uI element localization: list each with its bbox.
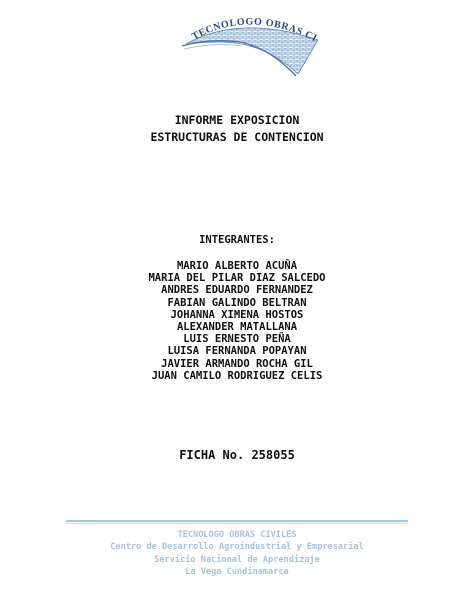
title-line-1: INFORME EXPOSICION <box>174 113 300 127</box>
document-title <box>0 112 474 146</box>
member-name: MARIO ALBERTO ACUÑA <box>176 260 298 272</box>
arched-brick-wall-logo <box>180 12 320 80</box>
member-name: ALEXANDER MATALLANA <box>176 321 298 334</box>
member-name: ANDRES EDUARDO FERNANDEZ <box>161 284 313 297</box>
footer-divider-thin <box>66 523 408 524</box>
members-section <box>0 233 474 382</box>
members-heading: INTEGRANTES: <box>199 234 275 246</box>
member-name: JUAN CAMILO RODRIGUEZ CELIS <box>151 369 323 382</box>
member-name: JAVIER ARMANDO ROCHA GIL <box>161 357 313 370</box>
ficha-number: FICHA No. 258055 <box>179 448 295 462</box>
logo-text: TECNOLOGO OBRAS CI <box>190 16 320 45</box>
footer-line-2: Centro de Desarrollo Agroindustrial y Empresarial <box>110 542 364 553</box>
footer-line-1: TECNOLOGO OBRAS CIVILES <box>177 530 297 540</box>
footer-divider <box>66 520 408 522</box>
footer-line-4: La Vega Cundinamarca <box>185 566 289 577</box>
logo-graphic <box>180 12 320 80</box>
member-name: LUIS ERNESTO PEÑA <box>183 333 291 346</box>
member-name: LUISA FERNANDA POPAYAN <box>167 345 307 358</box>
member-name: JOHANNA XIMENA HOSTOS <box>170 308 304 321</box>
member-name: FABIAN GALINDO BELTRAN <box>167 296 307 309</box>
page-footer <box>0 529 474 578</box>
member-name: MARIA DEL PILAR DIAZ SALCEDO <box>148 272 326 285</box>
footer-rule <box>66 520 408 526</box>
title-line-2: ESTRUCTURAS DE CONTENCION <box>150 130 324 144</box>
footer-line-3: Servicio Nacional de Aprendizaje <box>154 554 320 565</box>
